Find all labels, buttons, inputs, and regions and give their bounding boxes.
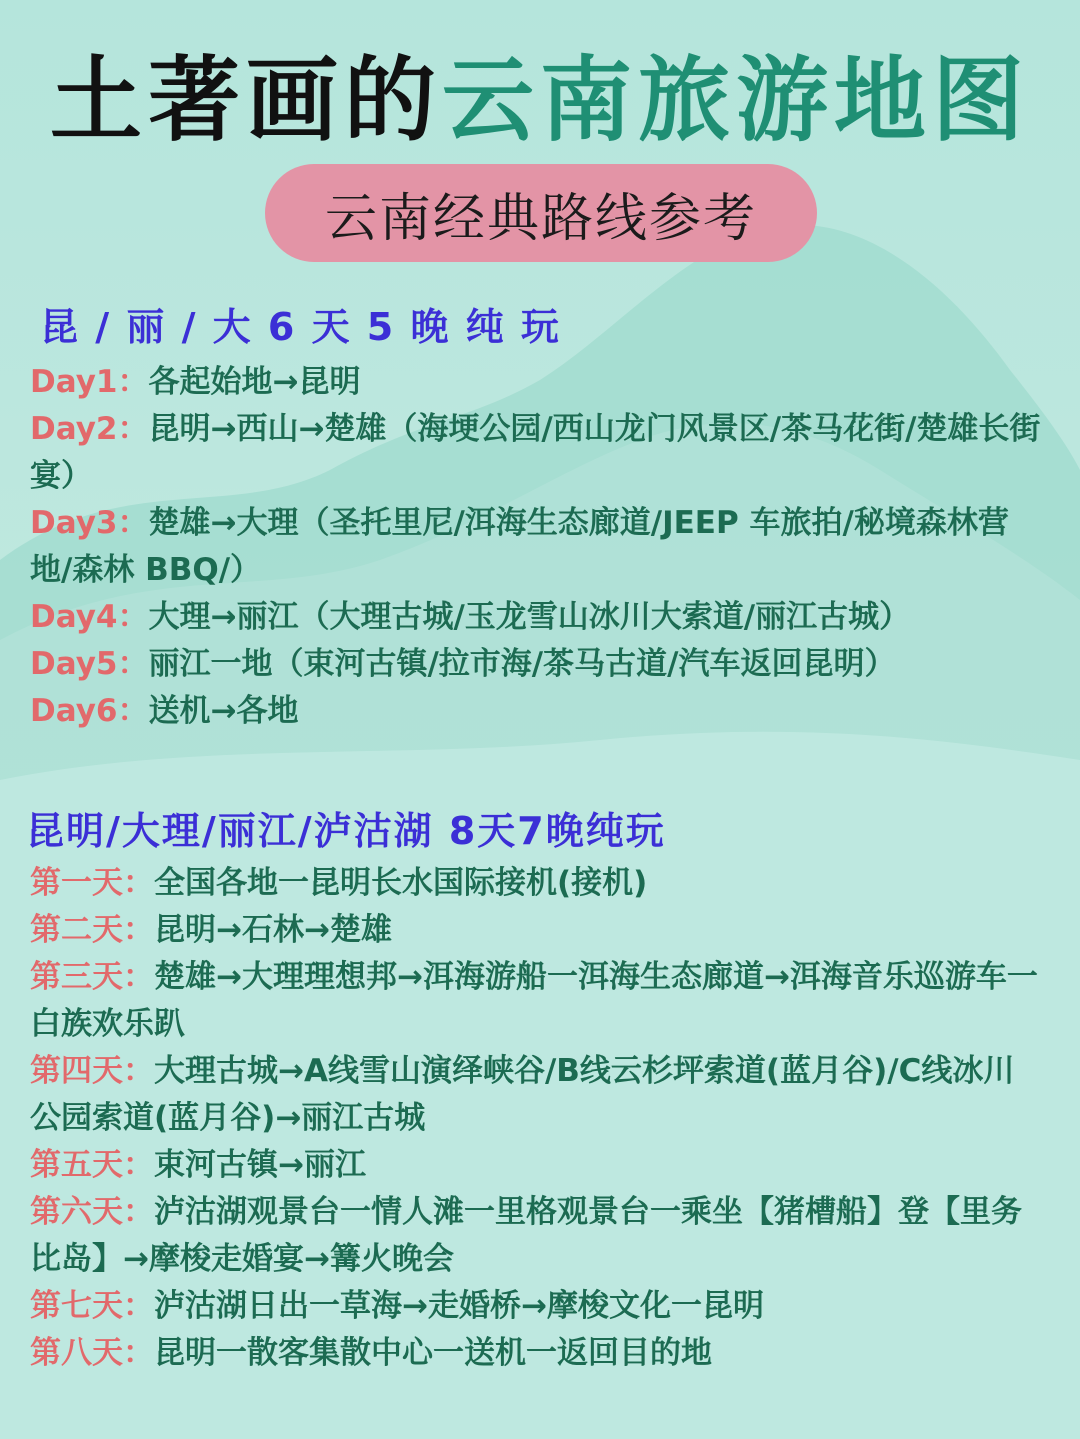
title-part-1: 土著画的	[49, 47, 442, 154]
route1-day-4	[30, 594, 1045, 641]
route1-day-5	[30, 641, 1045, 688]
title-part-2: 云南旅游地图	[442, 47, 1031, 154]
day-text: 泸沽湖日出一草海→走婚桥→摩梭文化一昆明	[154, 1288, 764, 1324]
route2-title: 昆明/大理/丽江/泸沽湖 8天7晚纯玩	[26, 809, 666, 853]
route2-day-7	[30, 1283, 1045, 1330]
day-text: 昆明一散客集散中心一送机一返回目的地	[154, 1335, 712, 1371]
day-text: 各起始地→昆明	[148, 364, 361, 400]
route2-day-8	[30, 1330, 1045, 1377]
day-label: 第一天：	[30, 865, 154, 901]
day-label: Day1：	[30, 364, 149, 400]
day-text: 送机→各地	[148, 693, 299, 729]
day-label: 第六天：	[30, 1194, 154, 1230]
route2-day-2	[30, 907, 1045, 954]
route2-day-5	[30, 1142, 1045, 1189]
subtitle-pill	[265, 164, 817, 262]
subtitle-text: 云南经典路线参考	[324, 188, 757, 249]
day-label: 第七天：	[30, 1288, 154, 1324]
day-text: 束河古镇→丽江	[154, 1147, 366, 1183]
route1-day-2	[30, 406, 1045, 500]
day-text: 楚雄→大理（圣托里尼/洱海生态廊道/JEEP 车旅拍/秘境森林营地/森林 BBQ/）	[30, 505, 1009, 588]
page-title	[0, 46, 1080, 156]
route1-day-list	[30, 359, 1045, 735]
day-label: Day4：	[30, 599, 149, 635]
day-label: Day6：	[30, 693, 149, 729]
route1-day-1	[30, 359, 1045, 406]
day-label: Day3：	[30, 505, 149, 541]
day-label: Day2：	[30, 411, 149, 447]
route1-title: 昆 / 丽 / 大 6 天 5 晚 纯 玩	[40, 305, 561, 349]
day-text: 大理→丽江（大理古城/玉龙雪山冰川大索道/丽江古城）	[148, 599, 911, 635]
route2-day-3	[30, 954, 1045, 1048]
day-label: 第五天：	[30, 1147, 154, 1183]
day-text: 丽江一地（束河古镇/拉市海/茶马古道/汽车返回昆明）	[148, 646, 896, 682]
route2-day-list	[30, 860, 1045, 1377]
day-label: 第八天：	[30, 1335, 154, 1371]
day-label: Day5：	[30, 646, 149, 682]
day-text: 昆明→西山→楚雄（海埂公园/西山龙门风景区/茶马花街/楚雄长街宴）	[30, 411, 1041, 494]
route2-day-1	[30, 860, 1045, 907]
route1-day-6	[30, 688, 1045, 735]
route2-day-6	[30, 1189, 1045, 1283]
day-text: 楚雄→大理理想邦→洱海游船一洱海生态廊道→洱海音乐巡游车一白族欢乐趴	[30, 959, 1038, 1042]
route1-day-3	[30, 500, 1045, 594]
day-label: 第二天：	[30, 912, 154, 948]
day-label: 第三天：	[30, 959, 154, 995]
route2-day-4	[30, 1048, 1045, 1142]
day-text: 大理古城→A线雪山演绎峡谷/B线云杉坪索道(蓝月谷)/C线冰川公园索道(蓝月谷)→丽江古城	[30, 1053, 1015, 1136]
day-label: 第四天：	[30, 1053, 154, 1089]
day-text: 全国各地一昆明长水国际接机(接机)	[154, 865, 648, 901]
day-text: 泸沽湖观景台一情人滩一里格观景台一乘坐【猪槽船】登【里务比岛】→摩梭走婚宴→篝火晚会	[30, 1194, 1022, 1277]
day-text: 昆明→石林→楚雄	[154, 912, 392, 948]
